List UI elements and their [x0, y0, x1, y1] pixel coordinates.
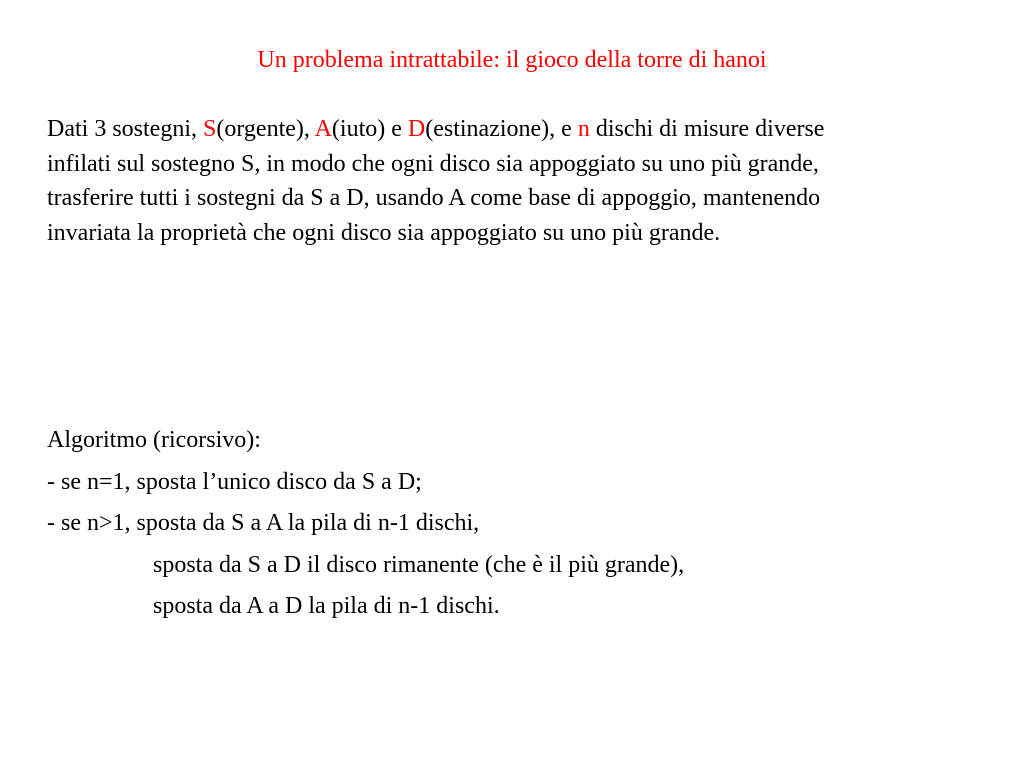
- slide-title: Un problema intrattabile: il gioco della torre di hanoi: [257, 47, 767, 73]
- problem-description: [47, 112, 987, 250]
- algorithm-section: [47, 420, 987, 628]
- algorithm-substep-move-stack: sposta da A a D la pila di n-1 dischi.: [153, 593, 500, 619]
- description-text: Dati 3 sostegni,: [47, 116, 203, 142]
- description-text: (iuto) e: [331, 116, 408, 142]
- algorithm-substep-move-largest: sposta da S a D il disco rimanente (che è il più grande),: [153, 551, 685, 578]
- description-text: (estinazione), e: [425, 116, 578, 142]
- keyword-n: n: [577, 116, 590, 142]
- description-line-4: invariata la proprietà che ogni disco sia appoggiato su uno più grande.: [47, 219, 721, 246]
- algorithm-step-recursive-case: - se n>1, sposta da S a A la pila di n-1 dischi,: [47, 510, 480, 536]
- keyword-destination: D: [407, 116, 426, 142]
- algorithm-heading: Algoritmo (ricorsivo):: [47, 427, 261, 453]
- description-line-2: infilati sul sostegno S, in modo che ogni disco sia appoggiato su uno più grande,: [47, 150, 819, 177]
- description-text: dischi di misure diverse: [589, 116, 825, 142]
- keyword-source: S: [203, 116, 217, 142]
- description-line-3: trasferire tutti i sostegni da S a D, usando A come base di appoggio, mantenendo: [47, 185, 821, 211]
- algorithm-step-base-case: - se n=1, sposta l’unico disco da S a D;: [47, 468, 422, 495]
- keyword-auxiliary: A: [314, 116, 332, 142]
- description-text: (orgente),: [216, 116, 315, 142]
- description-line-1: [47, 112, 987, 147]
